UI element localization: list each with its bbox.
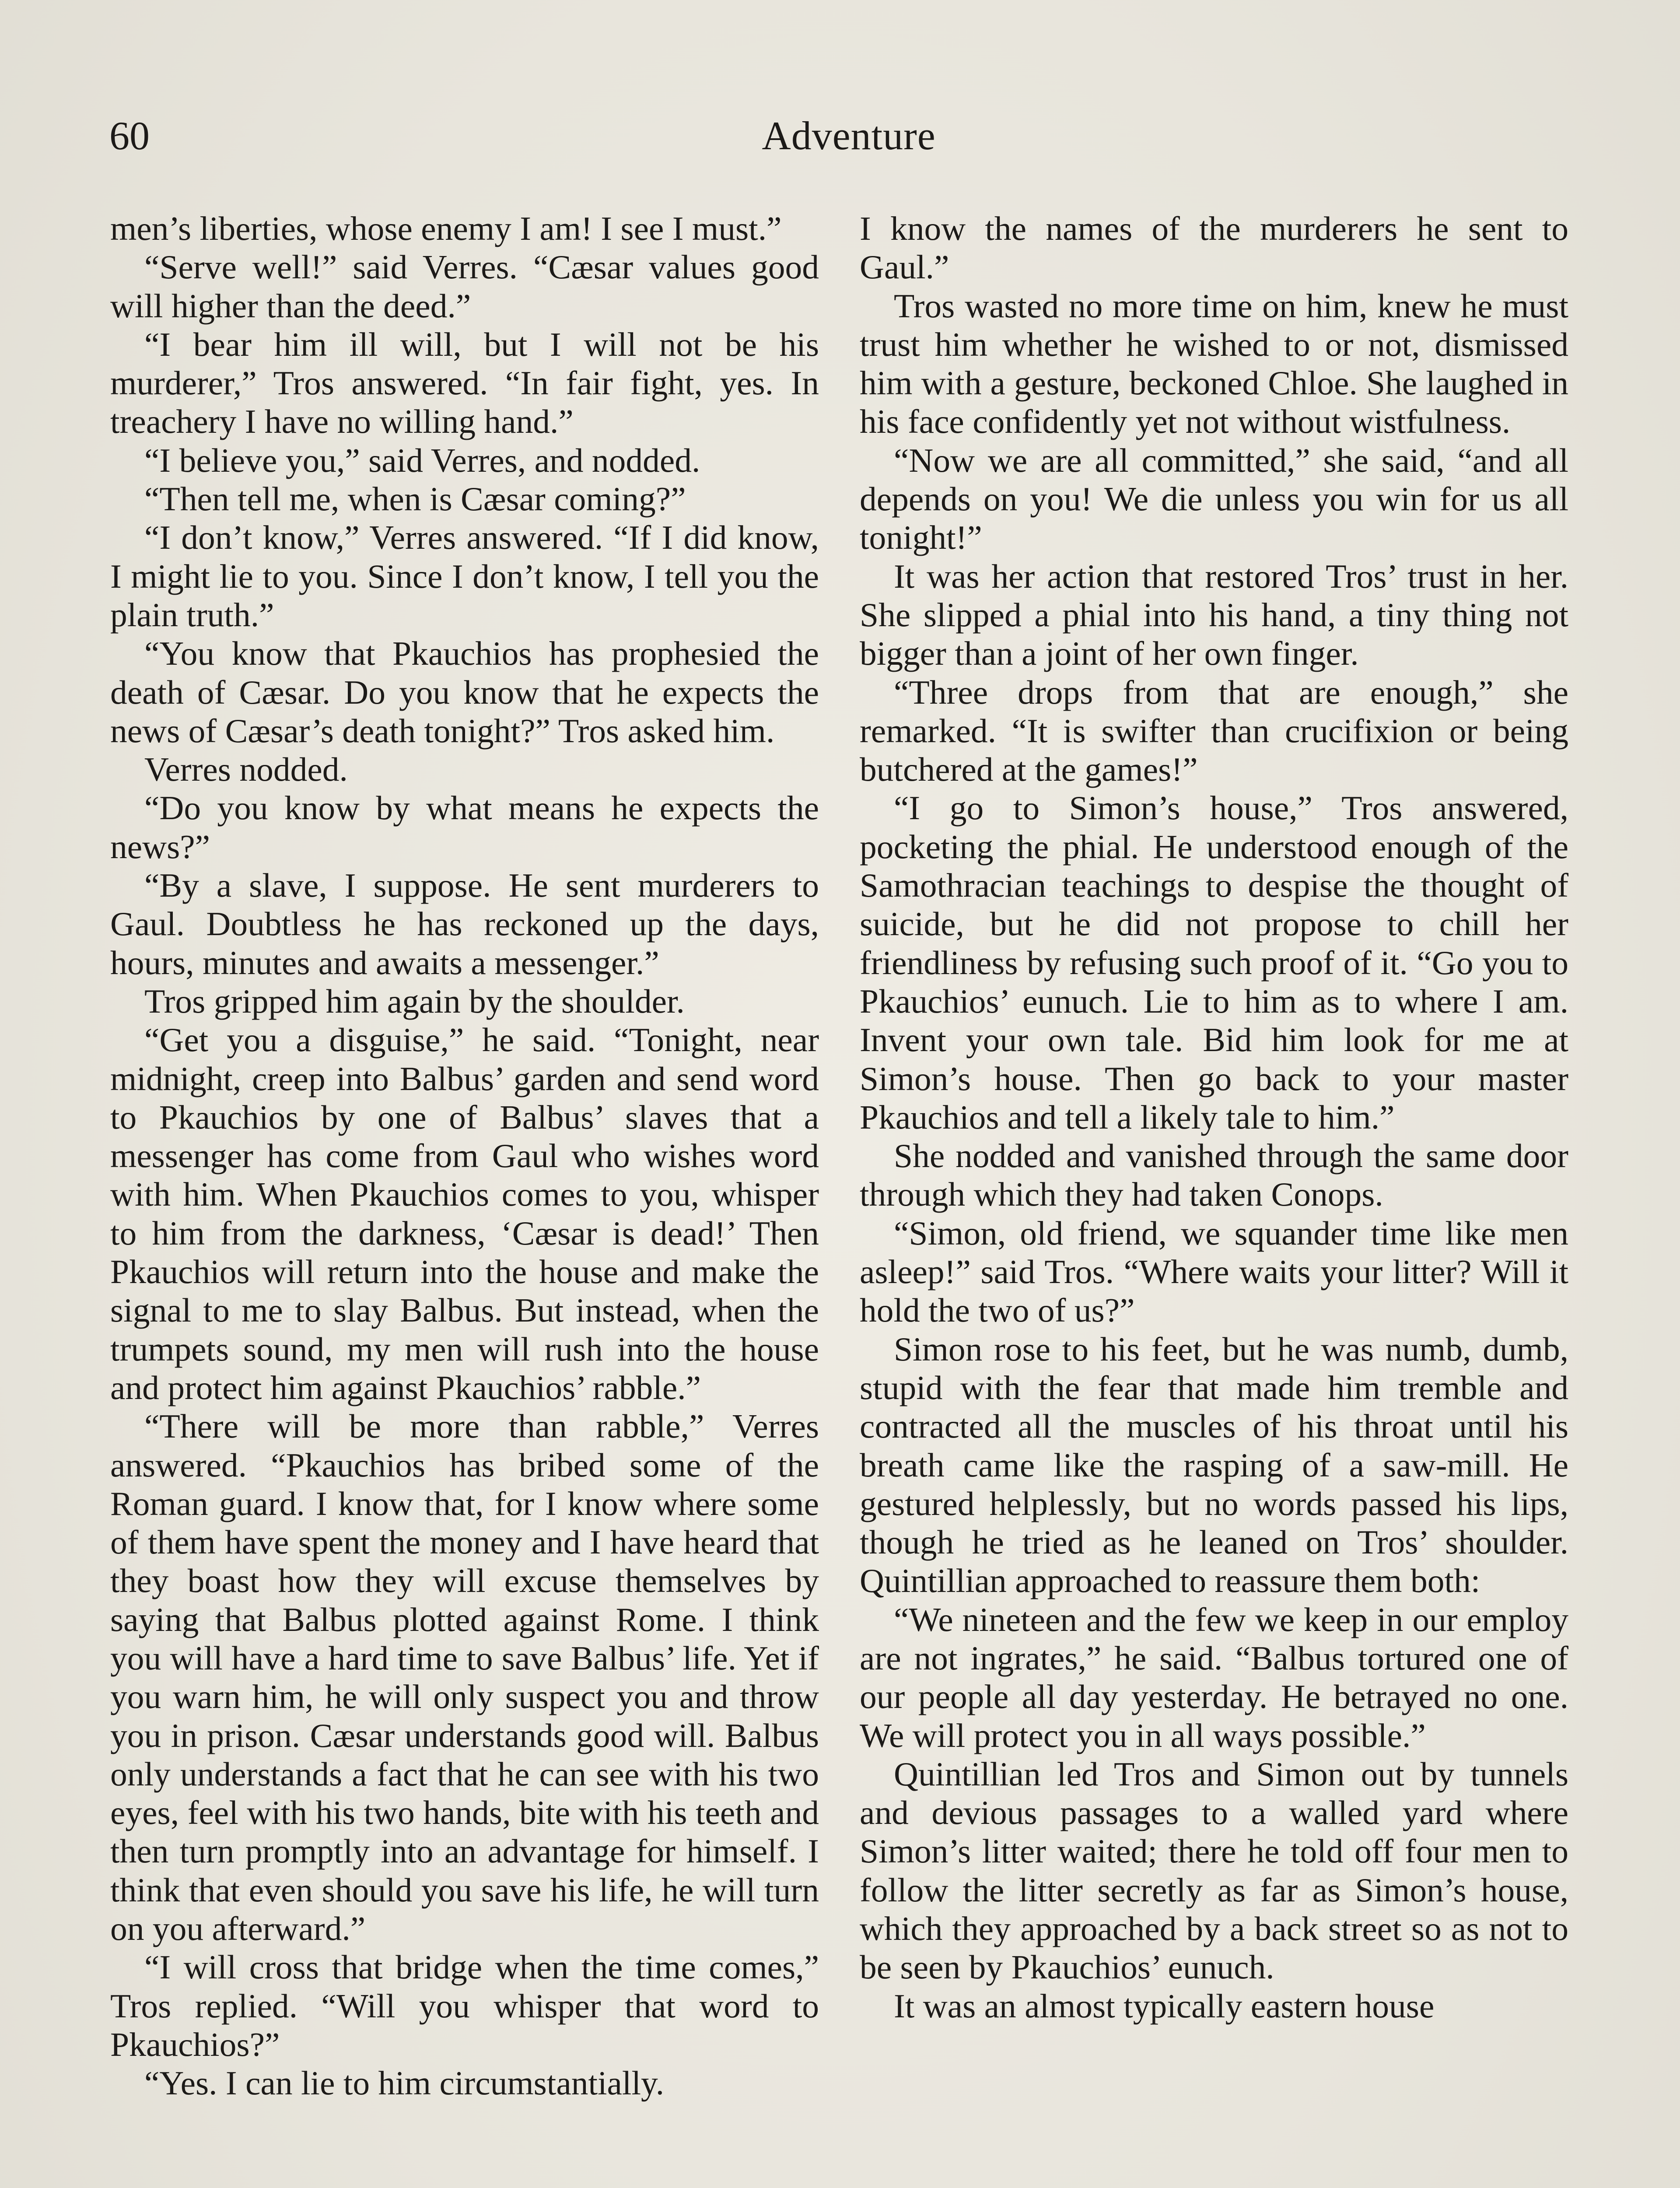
paragraph: “I bear him ill will, but I will not be his murderer,” Tros answered. “In fair fight, yes. In treachery I have no willing hand.” — [110, 325, 819, 441]
paragraph: Verres nodded. — [144, 750, 348, 789]
paragraph: “I go to Simon’s house,” Tros answered, pocketing the phial. He understood enough of the Samothracian teachings to despise the thought of suicide, but he did not propose to chill her friendliness by refusing such proof of it. “Go you to Pkauchios’ eunuch. Lie to him as to where I am. Invent your own tale. Bid him look for me at Simon’s house. Then go back to your master Pkauchios and tell a likely tale to him.” — [860, 789, 1568, 1136]
paragraph: men’s liberties, whose enemy I am! I see I must.” — [110, 210, 782, 247]
page-number: 60 — [109, 113, 150, 158]
paragraph: “Simon, old friend, we squander time like men asleep!” said Tros. “Where waits your litter? Will it hold the two of us?” — [860, 1214, 1568, 1329]
paragraph: “I don’t know,” Verres answered. “If I did know, I might lie to you. Since I don’t know, I tell you the plain truth.” — [110, 519, 819, 634]
paragraph: “There will be more than rabble,” Verres answered. “Pkauchios has bribed some of the Roman guard. I know that, for I know where some of them have spent the money and I have heard that they boast how they will excuse themselves by saying that Balbus plotted against Rome. I think you will have a hard time to save Balbus’ life. Yet if you warn him, he will only suspect you and throw you in prison. Cæsar understands good will. Balbus only understands a fact that he can see with his two eyes, feel with his two hands, bite with his teeth and then turn promptly into an advantage for himself. I think that even should you save his life, he will turn on you afterward.” — [110, 1407, 819, 1948]
paragraph: Tros wasted no more time on him, knew he must trust him whether he wished to or not, dismissed him with a gesture, beckoned Chloe. She laughed in his face confidently yet not without wistfulness. — [860, 287, 1568, 441]
paragraph: Quintillian led Tros and Simon out by tunnels and devious passages to a walled yard where Simon’s litter waited; there he told off four men to follow the litter secretly as far as Simon’s house, which they approached by a back street so as not to be seen by Pkauchios’ eunuch. — [860, 1755, 1568, 1986]
paragraph: “Then tell me, when is Cæsar coming?” — [144, 480, 686, 518]
magazine-title: Adventure — [762, 113, 936, 158]
paragraph: “Now we are all committed,” she said, “and all depends on you! We die unless you win for us all tonight!” — [860, 441, 1568, 557]
paragraph: I know the names of the murderers he sent to Gaul.” — [860, 210, 1568, 286]
page-header — [109, 109, 1588, 162]
paragraph: “Get you a disguise,” he said. “Tonight, near midnight, creep into Balbus’ garden and send word to Pkauchios by one of Balbus’ slaves that a messenger has come from Gaul who wishes word with him. When Pkauchios comes to you, whisper to him from the darkness, ‘Cæsar is dead!’ Then Pkauchios will return into the house and make the signal to me to slay Balbus. But instead, when the trumpets sound, my men will rush into the house and protect him against Pkauchios’ rabble.” — [110, 1021, 819, 1406]
paragraph: It was her action that restored Tros’ trust in her. She slipped a phial into his hand, a tiny thing not bigger than a joint of her own finger. — [860, 557, 1568, 673]
paragraph: Simon rose to his feet, but he was numb, dumb, stupid with the fear that made him tremble and contracted all the muscles of his throat until his breath came like the rasping of a saw-mill. He gestured helplessly, but no words passed his lips, though he tried as he leaned on Tros’ shoulder. Quintillian approached to reassure them both: — [860, 1330, 1568, 1600]
paragraph: “Do you know by what means he expects the news?” — [110, 789, 819, 866]
paragraph: “I believe you,” said Verres, and nodded. — [144, 441, 700, 479]
paragraph: It was an almost typically eastern house — [894, 1987, 1435, 2025]
paragraph: “I will cross that bridge when the time comes,” Tros replied. “Will you whisper that word to Pkauchios?” — [110, 1948, 819, 2063]
paragraph: She nodded and vanished through the same door through which they had taken Conops. — [860, 1137, 1568, 1213]
paragraph: “Serve well!” said Verres. “Cæsar values good will higher than the deed.” — [110, 248, 819, 325]
right-text-column — [860, 209, 1568, 2025]
paragraph: “Yes. I can lie to him circumstantially. — [144, 2064, 665, 2102]
left-text-column — [110, 209, 819, 2103]
paragraph: “Three drops from that are enough,” she remarked. “It is swifter than crucifixion or being butchered at the games!” — [860, 673, 1568, 789]
paragraph: “By a slave, I suppose. He sent murderers to Gaul. Doubtless he has reckoned up the days, hours, minutes and awaits a messenger.” — [110, 866, 819, 982]
paragraph: “You know that Pkauchios has prophesied the death of Cæsar. Do you know that he expects the news of Cæsar’s death tonight?” Tros asked him. — [110, 635, 819, 750]
paragraph: Tros gripped him again by the shoulder. — [144, 982, 685, 1020]
paragraph: “We nineteen and the few we keep in our employ are not ingrates,” he said. “Balbus tortured one of our people all day yesterday. He betrayed no one. We will protect you in all ways possible.” — [860, 1600, 1568, 1754]
